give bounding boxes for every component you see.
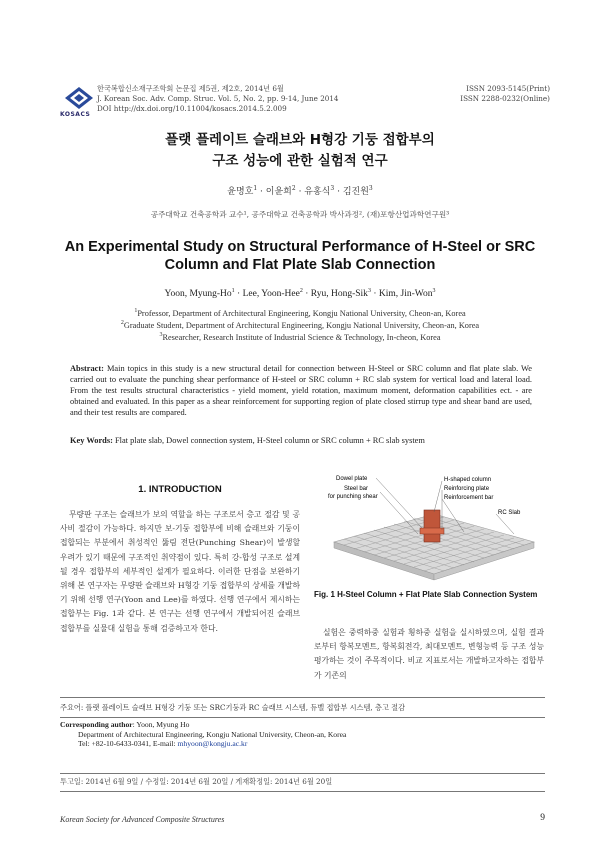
title-ko-line2: 구조 성능에 관한 실험적 연구 (212, 153, 388, 169)
title-en-line1: An Experimental Study on Structural Performance of H-Steel or SRC (64, 239, 536, 255)
corresponding-dept: Department of Architectural Engineering, Kongju National University, Cheon-an, Korea (78, 729, 347, 739)
authors-ko: 윤명호$^1$ · 이윤희$^2$ · 유홍식$^3$ · 김진원$^3$ (227, 185, 373, 197)
footnote-rule-3 (60, 773, 545, 774)
title-en-line2: Column and Flat Plate Slab Connection (164, 257, 436, 273)
label-reinforcing-plate: Reinforcing plate (444, 486, 490, 492)
footnote-rule (60, 697, 545, 698)
corresponding-email[interactable]: mhyoon@kongju.ac.kr (177, 739, 248, 749)
keywords-label: Key Words: (70, 436, 113, 445)
title-ko-line1: 플랫 플레이트 슬래브와 H형강 기둥 접합부의 (165, 132, 435, 148)
authors-en: Yoon, Myung-$Ho^1$ · Lee, Yoon-Hee$^2$ · Ryu, Hong-Sik$^3$ · Kim, Jin-Won$^3$ (164, 287, 436, 299)
journal-info (97, 84, 397, 114)
keywords (70, 436, 532, 445)
footer-journal: Korean Society for Advanced Composite Structures (60, 815, 225, 824)
label-steel-bar: Steel bar (344, 486, 369, 492)
footnote-rule-2 (60, 717, 545, 718)
corresponding-label: Corresponding author (60, 720, 133, 729)
page-number: 9 (540, 813, 545, 823)
affiliations-ko: 공주대학교 건축공학과 교수¹, 공주대학교 건축공학과 박사과정², (재)포항산업과학연구원³ (150, 210, 450, 219)
doi[interactable]: DOI http://dx.doi.org/10.11004/kosacs.2014.5.2.009 (97, 104, 287, 113)
submission-dates: 투고일: 2014년 6월 9일 / 수정일: 2014년 6월 20일 / 게재확정일: 2014년 6월 20일 (60, 777, 333, 786)
intro-paragraph-right: 실험은 중력하중 실험과 횡하중 실험을 실시하였으며, 실험 결과로부터 항복모멘트, 항복회전각, 최대모멘트, 변형능력 등 구조 성능 평가하는 것이 주목적이다. 비교 지표로서는 개발하고자하는 접합부가 기존의 (314, 628, 544, 680)
logo-text: KOSACS (60, 111, 91, 118)
label-h-column: H-shaped column (444, 477, 492, 483)
footnote-keywords-ko: 주요어: 플랫 플레이트 슬래브 H형강 기둥 또는 SRC기둥과 RC 슬래브 시스템, 듀벨 접합부 시스템, 층고 절감 (60, 703, 406, 712)
corresponding-contact: Tel: +82-10-6433-0341, E-mail: mhyoon@kongju.ac.kr (78, 739, 248, 749)
affiliation-en-3: $^3$Researcher, Research Institute of Industrial Science & Technology, In-cheon, Korea (159, 332, 441, 342)
corresponding-author: Corresponding author: Yoon, Myung Ho Department of Architectural Engineering, Kongju National University, Cheon-an, Korea Tel: +82-10-6433-0341, E-mail: mhyoon@kongju.ac.kr (60, 720, 545, 749)
label-dowel-plate: Dowel plate (336, 476, 368, 482)
footnote-rule-4 (60, 791, 545, 792)
kosacs-logo (64, 86, 94, 110)
keywords-text: Flat plate slab, Dowel connection system, H-Steel column or SRC column + RC slab system (114, 436, 425, 445)
figure-1-caption: Fig. 1 H-Steel Column + Flat Plate Slab Connection System (314, 590, 538, 599)
issn-online: ISSN 2288-0232(Online) (460, 94, 550, 103)
affiliation-en-2: $^2$Graduate Student, Department of Architectural Engineering, Kongju National University, Cheon-an, Korea (120, 320, 480, 330)
label-rc-slab: RC Slab (498, 510, 521, 516)
abstract-text: Main topics in this study is a new structural detail for connection between H-Steel or SRC column and flat plate slab. We carried out to evaluate the punching shear performance of H-steel or SRC column + RC slab system for vertical load and lateral load. From the test results structural characteristics - yield moment, yield rotation, maximum moment, deformation capabilities ect. - are obtained and evaluated. In this paper as a shear reinforcement for supporting region of plate closed stirrup type and shear band are used, and their test results are compared. (70, 364, 533, 417)
abstract-label: Abstract: (70, 364, 104, 373)
affiliation-en-1: $^1$Professor, Department of Architectural Engineering, Kongju National University, Cheon-an, Korea (134, 308, 466, 318)
abstract (70, 363, 532, 418)
issn-block (420, 84, 550, 104)
journal-en: J. Korean Soc. Adv. Comp. Struc. Vol. 5, No. 2, pp. 9-14, June 2014 (97, 94, 339, 103)
corresponding-name: Yoon, Myung Ho (136, 720, 190, 729)
label-reinforcement-bar: Reinforcement bar (444, 495, 494, 501)
label-punching-shear: for punching shear (328, 494, 378, 500)
section-heading-introduction: 1. INTRODUCTION (138, 484, 222, 495)
intro-paragraph-left: 무량판 구조는 슬래브가 보의 역할을 하는 구조로서 층고 절감 및 공사비 절감이 가능하다. 하지만 보-기둥 접합부에 비해 슬래브와 기둥이 접합되는 부분에서 취성적인 뚫림 전단(Punching Shear)이 발생할 우려가 있기 때문에 구조적인 취약점이 있다. 특히 강-합성 구조로 설계될 경우 접합부의 세부적인 설계가 필요하다. 이러한 단점을 보완하기 위해 본 연구자는 무량판 슬래브와 H형강 기둥 접합부의 상세를 개발하기 위해 선행 연구(Yoon and Lee)를 하였다. 선행 연구에서 제시하는 접합부는 Fig. 1과 같다. 본 연구는 선행 연구에서 개발되어진 슬래브 접합부를 실물대 실험을 통해 검증하고자 한다. (60, 510, 300, 633)
journal-ko: 한국복합신소재구조학회 논문집 제5권, 제2호, 2014년 6월 (97, 84, 284, 93)
issn-print: ISSN 2093-5145(Print) (466, 84, 550, 93)
figure-1-diagram (314, 472, 544, 584)
